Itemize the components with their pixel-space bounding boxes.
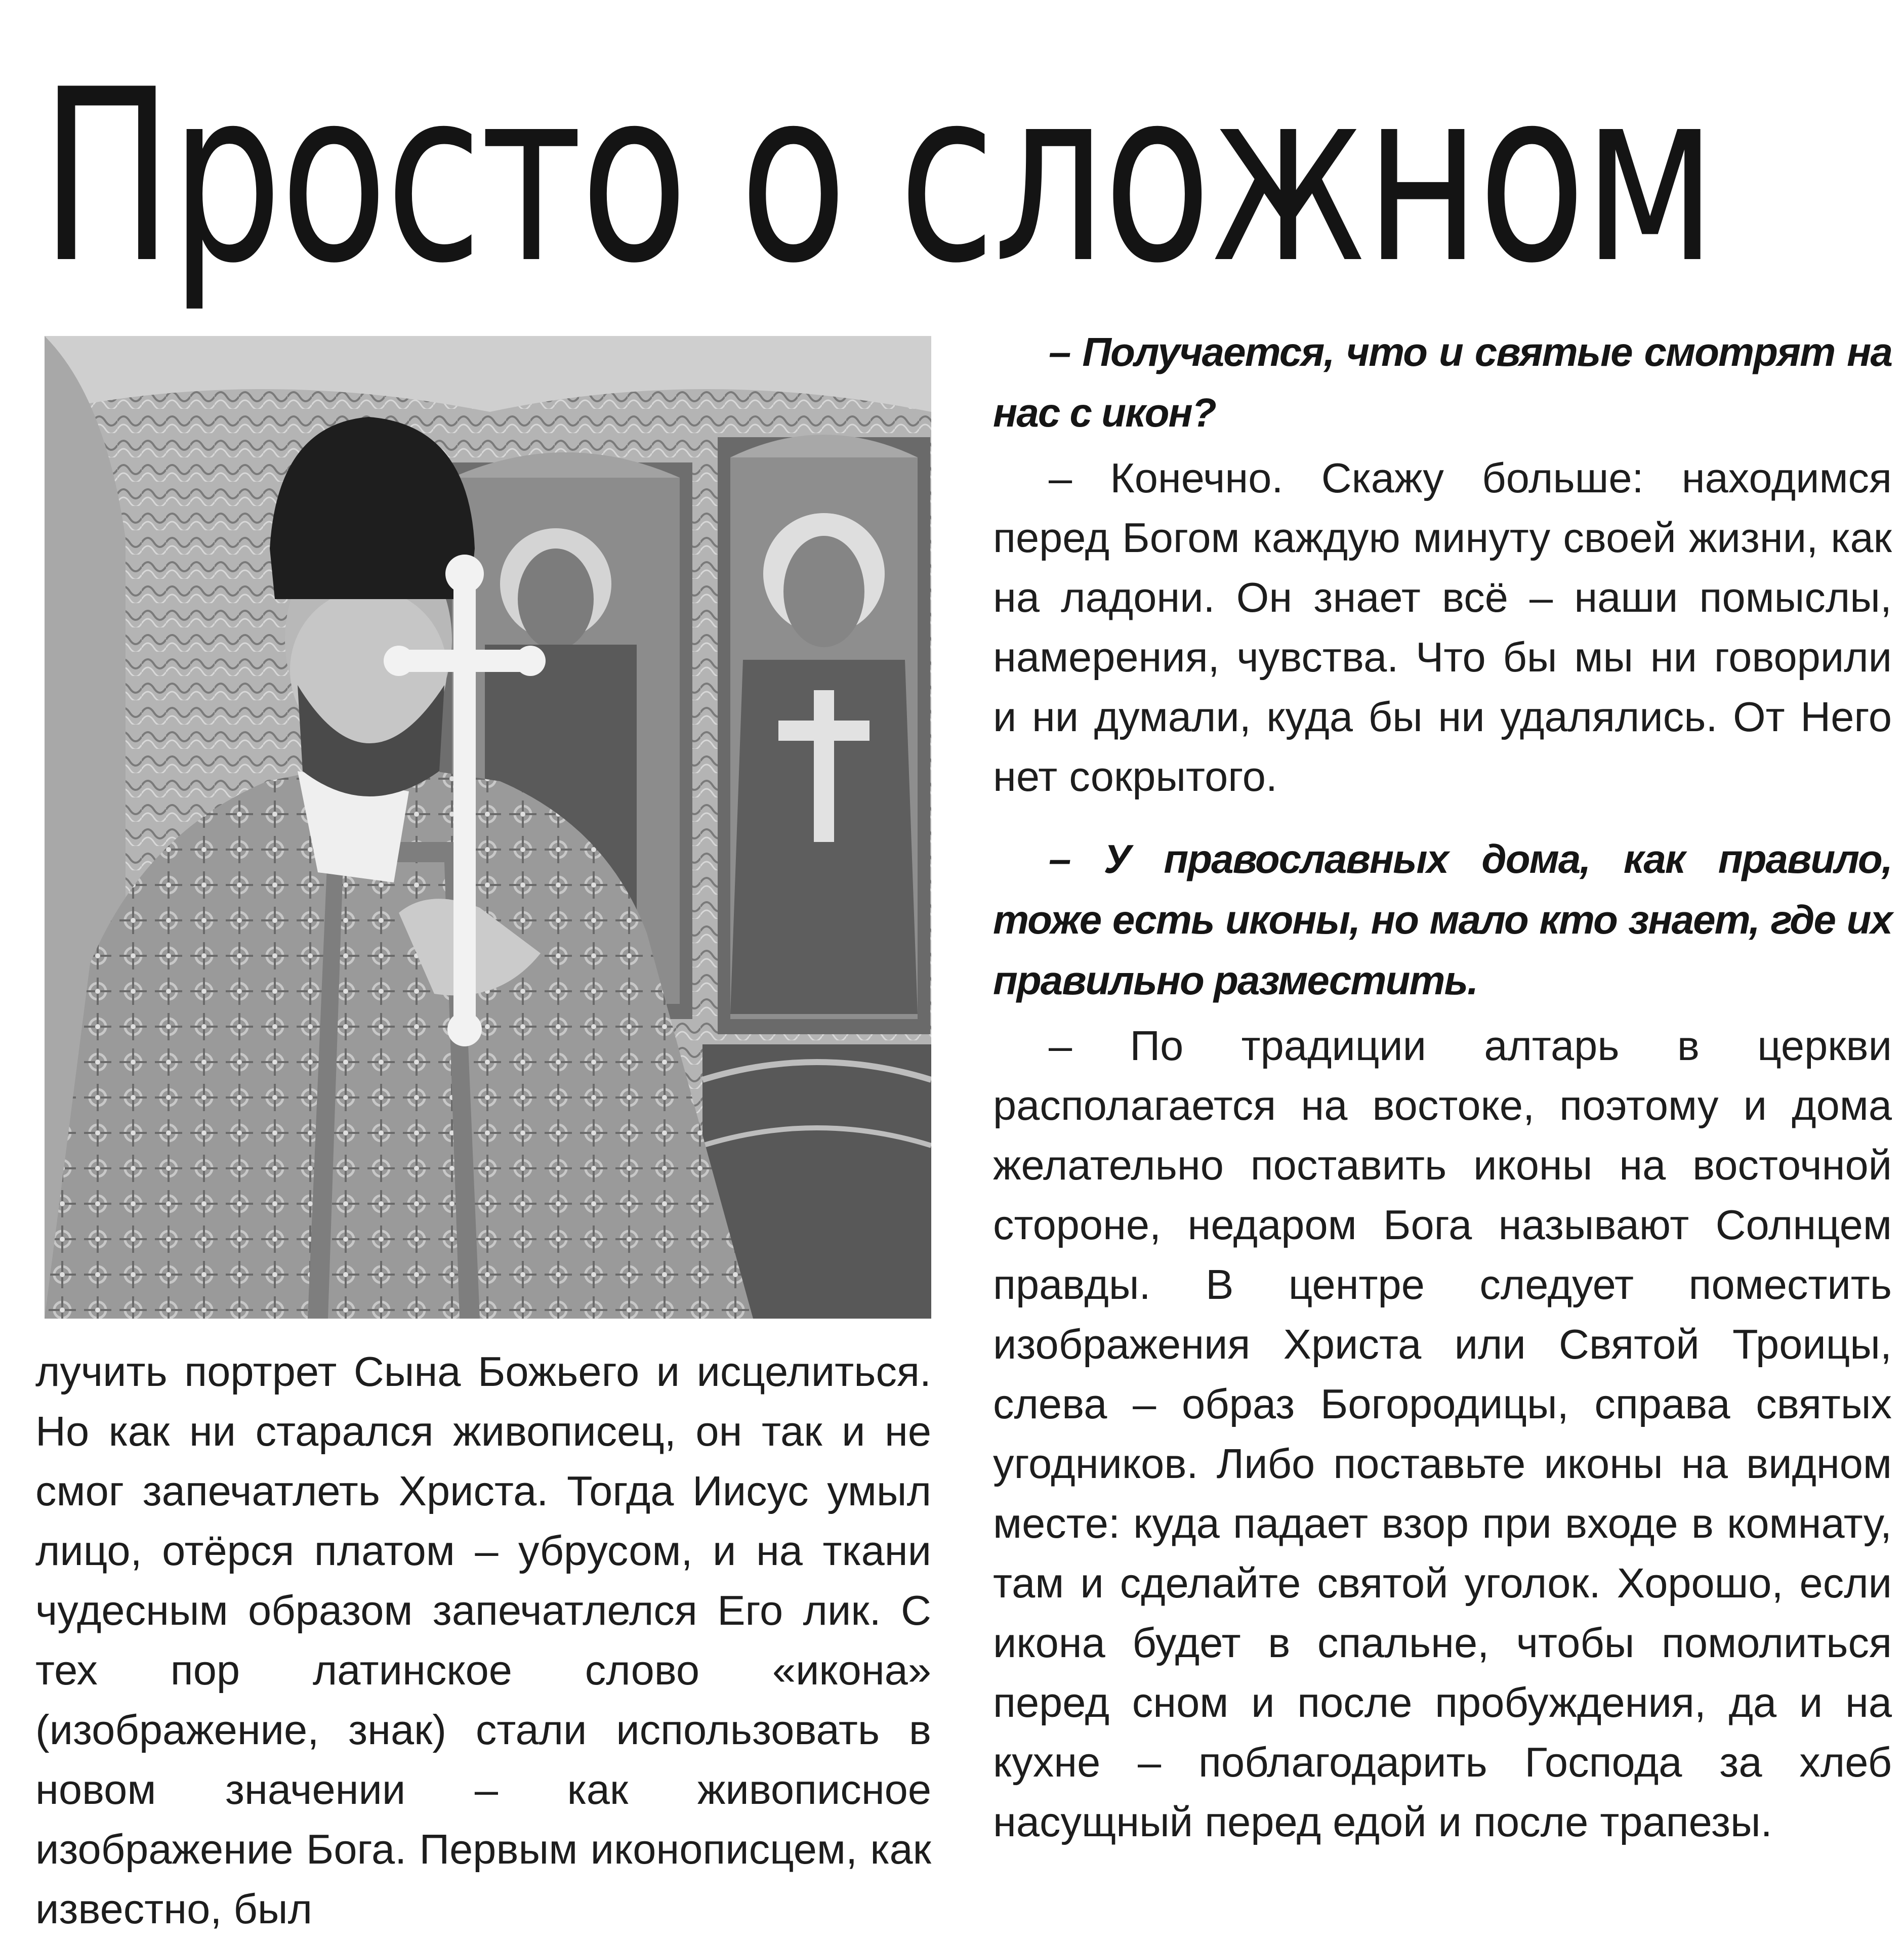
article-headline: Просто о сложном (40, 38, 1714, 315)
interview-question: – У православных дома, как правило, тоже есть иконы, но мало кто знает, где их правильно разместить. (993, 836, 1892, 1003)
interview-answer: – Конечно. Скажу больше: находимся перед Богом каждую минуту своей жизни, как на ладони. Он знает всё – наши помыслы, намерения, чувства. Что бы мы ни говорили и ни думали, куда бы ни удалялись. От Него нет сокрытого. (993, 454, 1892, 800)
interview-answer: – По традиции алтарь в церкви располагается на востоке, поэтому и дома желательно поставить иконы на восточной стороне, недаром Бога называют Солнцем правды. В центре следует поместить изображения Христа или Святой Троицы, слева – образ Богородицы, справа святых угодников. Либо поставьте иконы на видном месте: куда падает взор при входе в комнату, там и сделайте святой уголок. Хорошо, если икона будет в спальне, чтобы помолиться перед сном и после пробуждения, да и на кухне – поблагодарить Господа за хлеб насущный перед едой и после трапезы. (993, 1022, 1892, 1845)
interview-question: – Получается, что и святые смотрят на нас с икон? (993, 329, 1892, 435)
article-paragraph: лучить портрет Сына Божьего и исцелиться. Но как ни старался живописец, он так и не смог запечатлеть Христа. Тогда Иисус умыл лицо, отёрся платом – убрусом, и на ткани чудесным образом запечатлелся Его лик. С тех пор латинское слово «икона» (изображение, знак) стали использовать в новом значении – как живописное изображение Бога. Первым иконописцем, как известно, был (35, 1348, 931, 1932)
priest-photo (45, 336, 931, 1319)
left-column (35, 1342, 931, 1939)
right-column (993, 322, 1892, 1852)
